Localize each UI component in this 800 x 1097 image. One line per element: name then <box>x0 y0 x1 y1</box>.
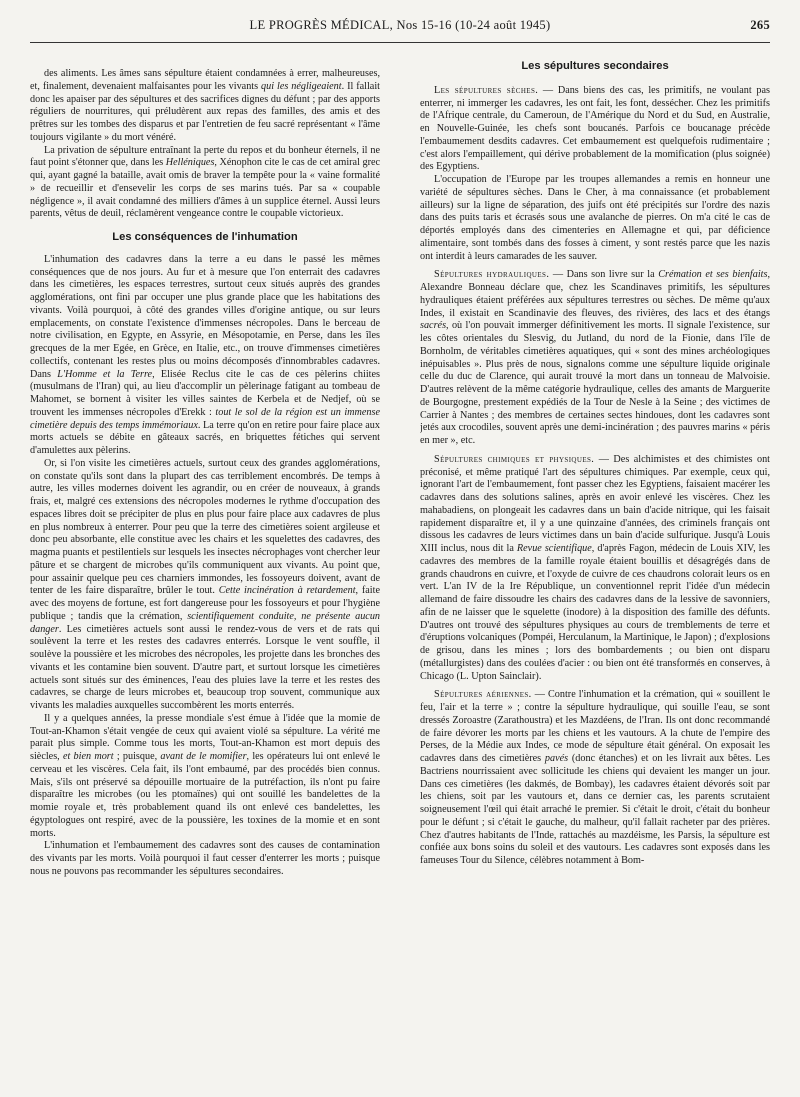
paragraph: L'occupation de l'Europe par les troupes allemandes a remis en honneur une variété de sépultures sèches. Dans le Cher, à ma connaissance (et probablement ailleurs) sur la ligne de séparation, des juifs ont été précipités sur l'ordre des nazis dans des puits taris et écrasés sous une avalanche de pierres. On m'a cité le cas de déportés employés dans des cimenteries en Allemagne et qui, par déficience alimentaire, sont tombés dans des fosses à ciment, y sont restés parce que les nazis ont interdit à leurs camarades de les sauver. <box>420 174 770 262</box>
header-rule <box>30 42 770 43</box>
paragraph: Il y a quelques années, la presse mondiale s'est émue à l'idée que la momie de Tout-an-Khamon s'était vengée de ceux qui avaient violé sa sépulture. La vérité me parait plus simple. Comme tous les morts, Tout-an-Khamon est mort depuis des siècles, et bien mort ; puisque, avant de le momifier, les opérateurs lui ont enlevé le cerveau et les viscères. Cela fait, ils l'ont embaumé, par des procédés bien connus. Mais, s'ils ont préservé sa dépouille mortuaire de la putréfaction, ils n'ont pu faire disparaître les microbes (ou les ptomaïnes) qui ont souillé les bandelettes de la momie royale et, très probablement quand ils ont enlevé ces bandelettes, les égyptologues ont respiré, avec de la poussière, les toxines de la momie et en sont morts. <box>30 712 380 839</box>
subsection-label: Les sépultures sèches. <box>434 84 539 96</box>
paragraph: Sépultures chimiques et physiques. — Des alchimistes et des chimistes ont préconisé, et même pratiqué l'art des sépultures chimiques. Par exemple, ceux qui, ignorant l'art de l'embaumement, font passer chez les Egyptiens, faisaient macérer les cadavres dans des solutions salines, après en avoir enlevé les viscères. Chez les mahabadiens, on plongeait les cadavres dans un bain d'acide nitrique, qui les faisait rapidement disparaître et, il y a une quinzaine d'années, des criminels français ont dissous les cadavres de leurs victimes dans un bain d'acide sulfurique. Jusqu'à Louis XIII inclus, nous dit la Revue scientifique, d'après Fagon, médecin de Louis XIV, les cadavres des membres de la famille royale étaient bouillis et désagrégés dans de grands chaudrons en cuivre, et l'oxyde de cuivre de ces chaudrons colorait leurs os en vert. L'an IV de la Ire République, un conventionnel reprit l'idée d'un médecin allemand de faire dissoudre les chairs des cadavres dans de la lessive de savonniers, afin de ne laisser que le squelette (inodore) à la disposition des famille des défunts. D'autres ont trouvé des sépultures physiques au cours de tremblements de terre et d'éruptions volcaniques (Pompéi, Herculanum, la Martinique, le Japon) ; d'explosions de grisou, dans les mines ; lors des bombardements ; ou bien ont disparu (métallurgistes) dans des coulées d'acier : ou bien ont été transformés en conserves, à Chicago (L. Upton Sainclair). <box>420 453 770 682</box>
paragraph: des aliments. Les âmes sans sépulture étaient condamnées à errer, malheureuses, et, finalement, devenaient malfaisantes pour les vivants qui les négligeaient. Il fallait donc les apaiser par des sépultures et des sacrifices dignes du défunt ; par des apports réguliers de nourritures, qui préludèrent aux repas des familles, des amis et des prêtres sur les tombes des disparus et par l'entretien de feu sacré représentant « l'âme toujours vigilante » du mort vénéré. <box>30 68 380 143</box>
section-heading: Les sépultures secondaires <box>521 60 669 72</box>
left-column <box>30 68 380 1086</box>
journal-title: LE PROGRÈS MÉDICAL, Nos 15-16 (10-24 août 1945) <box>249 18 551 32</box>
right-column <box>420 52 770 1070</box>
paragraph: Sépultures aériennes. — Contre l'inhumation et la crémation, qui « souillent le feu, l'air et la terre » ; contre la sépulture hydraulique, qui souille l'eau, se sont dressés Zoroastre (Zarathoustra) et les Mazdéens, de l'Iran. Ils ont donc recommandé de faire dévorer les morts par les chiens et les vautours. A la chute de l'empire des Perses, de la Médie aux Indes, ce mode de sépulture était général. On exposait les cadavres dans des cimetières pavés (donc étanches) et on les livrait aux bêtes. Les Bactriens nourrissaient avec sollicitude les chiens qui devaient les manger un jour. Dans ces cimetières (les dakmés, de Bombay), les cadavres étaient dévorés soit par les chiens, soit par les vautours et, dans ce dernier cas, les parents scrutaient soigneusement l'œil qui était arraché le premier. Si c'était le droit, c'était du bonheur pour le défunt ; si c'était le gauche, du malheur, qu'il fallait racheter par des prières. Chez d'autres habitants de l'Inde, rattachés au mazdéisme, les Parsis, la sépulture est confiée aux bons soins du soleil et des vautours. Les cadavres sont exposés dans les fameuses Tour du Silence, célèbres notamment à Bom- <box>420 689 770 866</box>
subsection-label: Sépultures aériennes. <box>434 689 532 701</box>
subsection-label: Sépultures hydrauliques. <box>434 269 550 281</box>
section-heading: Les conséquences de l'inhumation <box>112 231 298 243</box>
paragraph: L'inhumation des cadavres dans la terre a eu dans le passé les mêmes conséquences que de nos jours. Au fur et à mesure que l'on enterrait des cadavres dans les cimetières, les espaces terrestres, surtout ceux situés auprès des grandes agglomérations, ont fini par occuper une plus grande place que les habitations des vivants. Voilà pourquoi, à côté des grandes villes d'origine antique, ou sur leurs emplacements, on constate l'existence d'immenses nécropoles. Dans le berceau de notre civilisation, en Egypte, en Assyrie, en Mésopotamie, en Perse, dans les îles grecques de la mer Egée, en Grèce, en Italie, etc., on trouve d'immenses cimetières collectifs, contenant les restes plus ou moins décomposés d'innombrables cadavres. Dans L'Homme et la Terre, Elisée Reclus cite le cas de ces pèlerins chiites (musulmans de l'Iran) qui, au lieu d'accomplir un pèlerinage fatigant au tombeau de Mahomet, se bornent à visiter les villes saintes de Kerbela et de Nedjef, où se trouvent les immenses nécropoles d'Erekk : tout le sol de la région est un immense cimetière depuis des temps immémoriaux. La terre qu'on en retire pour faire place aux morts actuels se débite en gâteaux sacrés, en briquettes fétiches qui servent d'amulettes aux pèlerins. <box>30 253 380 456</box>
running-head <box>30 18 770 38</box>
paragraph: Les sépultures sèches. — Dans biens des cas, les primitifs, ne voulant pas enterrer, ni immerger les cadavres, les ont fait, les font, dessécher. Chez les primitifs de l'Afrique centrale, du Cameroun, de l'Amérique du Nord et du Sud, en Australie, en Nouvelle-Guinée, les chefs sont boucanés. Parfois ce boucanage précède l'embaumement desdits cadavres. Cet embaumement est quelquefois rudimentaire ; c'est alors l'empaillement, qui dérive probablement de la momification (plus soignée) des Egyptiens. <box>420 84 770 173</box>
page-number: 265 <box>750 18 770 32</box>
paragraph: Or, si l'on visite les cimetières actuels, surtout ceux des grandes agglomérations, on constate qu'ils sont dans la plupart des cas terriblement encombrés. De temps à autre, les villes modernes doivent les agrandir, ou en créer de nouveaux, à grands frais, et, malgré ces extensions des nécropoles modernes le rythme d'occupation des espaces libres doit se précipiter de plus en plus pour faire place aux cadavres de plus en plus nombreux à enterrer. Pour peu que la terre des cimetières soient argileuse et donc peu absorbante, elle constitue avec les chairs et les squelettes des cadavres, des magma puants et pestilentiels sur lesquels les insectes nécrophages vont chercher leur pâture et se chargent de microbes qu'ils communiquent aux vivants. Au point que, pour assainir quelque peu ces charniers immondes, les fossoyeurs doivent, avant de tenter de les faire disparaître, brûler le tout. Cette incinération à retardement, faite avec des moyens de fortune, est fort dangereuse pour les fossoyeurs et pour l'hygiène publique ; tandis que la crémation, scientifiquement conduite, ne présente aucun danger. Les cimetières actuels sont aussi le rendez-vous de vers et de rats qui soulèvent la terre et les restes des cadavres enterrés. Lorsque le vent souffle, il soulève la poussière et les microbes des nécropoles, les projette dans les bronches des vivants et les contamine bien souvent. D'autre part, et surtout lorsque les cimetières actuels sont situés sur des éminences, l'eau des pluies lave la terre et les restes des cadavres, se charge de leurs microbes et, beaucoup trop souvent, communique aux vivants les maladies auxquelles succombèrent les morts enterrés. <box>30 457 380 711</box>
article-body <box>30 48 770 1088</box>
paragraph: L'inhumation et l'embaumement des cadavres sont des causes de contamination des vivants par les morts. Voilà pourquoi il faut cesser d'enterrer les morts ; puisque nous ne pouvons pas recommander les sépultures secondaires. <box>30 840 380 877</box>
paragraph: La privation de sépulture entraînant la perte du repos et du bonheur éternels, il ne faut point s'étonner que, dans les Helléniques, Xénophon cite le cas de cet amiral grec qui, ayant gagné la bataille, avait omis de braver la tempête pour la « vaine formalité » de recueillir et d'ensevelir les corps de ses marins tués. Par sa « coupable négligence », il avait condamné des milliers d'âmes à un supplice éternel. Aussi leurs parents, vêtus de deuil, réclamèrent vengeance contre le coupable victorieux. <box>30 144 380 220</box>
paragraph: Sépultures hydrauliques. — Dans son livre sur la Crémation et ses bienfaits, Alexandre Bonneau déclare que, chez les Scandinaves primitifs, les sépultures hydrauliques étaient préférées aux sépultures terrestres ou sèches. De même qu'aux Indes, il existait en Scandinavie des fleuves, des rivières, des lacs et des étangs sacrés, où l'on pouvait immerger définitivement les morts. Il signale l'existence, sur les côtes orientales du Slesvig, du Jutland, du nord de la Fionie, dans l'île de Bornholm, de véritables cimetières aquatiques, qui « sont des mines archéologiques inépuisables ». Plus près de nous, signalons comme une sépulture liquide originale celle du duc de Clarence, qui aurait trouvé la mort dans un tonneau de Malvoisie. D'autres relèvent de la même catégorie hydraulique, celles des amants de Marguerite de Bourgogne, prestement expédiés de la Tour de Nesle à la Seine ; des victimes de Carrier à Nantes ; des membres de certaines sectes hindoues, dont les cadavres sont jetés aux crocodiles, souvent après une demi-incinération ; des pauvres marins « péris en mer », etc. <box>420 269 770 446</box>
subsection-label: Sépultures chimiques et physiques. <box>434 453 595 465</box>
